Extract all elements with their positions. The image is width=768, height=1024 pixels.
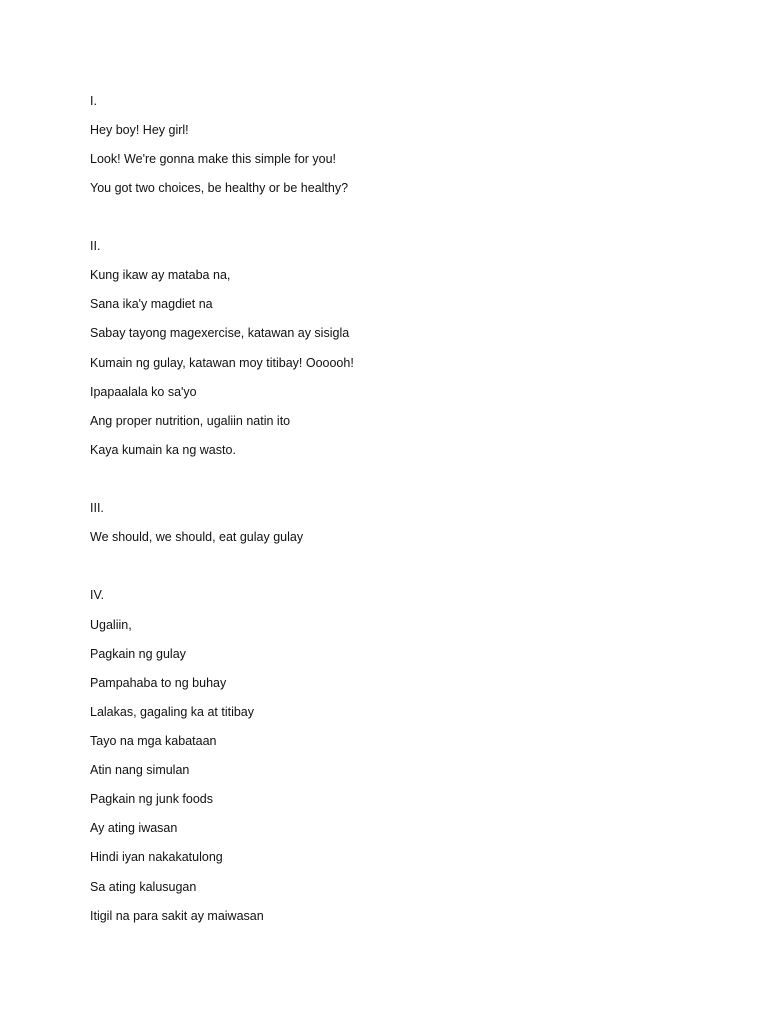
lyric-line: Sa ating kalusugan xyxy=(90,880,197,894)
lyric-line: Kung ikaw ay mataba na, xyxy=(90,268,231,282)
section-heading-4: IV. xyxy=(90,588,105,602)
lyric-line: Ugaliin, xyxy=(90,618,132,632)
lyric-line: Kumain ng gulay, katawan moy titibay! Oooooh! xyxy=(90,356,354,370)
lyric-line: Kaya kumain ka ng wasto. xyxy=(90,443,236,457)
lyric-line: Hey boy! Hey girl! xyxy=(90,123,189,137)
lyric-line: Pampahaba to ng buhay xyxy=(90,676,227,690)
lyric-line: Sabay tayong magexercise, katawan ay sisigla xyxy=(90,326,350,340)
lyric-line: Tayo na mga kabataan xyxy=(90,734,217,748)
lyric-line: Lalakas, gagaling ka at titibay xyxy=(90,705,254,719)
section-heading-2: II. xyxy=(90,239,101,253)
lyric-line: Ipapaalala ko sa'yo xyxy=(90,385,197,399)
lyric-line: Sana ika'y magdiet na xyxy=(90,297,213,311)
lyric-line: Atin nang simulan xyxy=(90,763,190,777)
lyric-line: Pagkain ng gulay xyxy=(90,647,186,661)
lyric-line: We should, we should, eat gulay gulay xyxy=(90,530,304,544)
lyric-line: Pagkain ng junk foods xyxy=(90,792,214,806)
section-heading-3: III. xyxy=(90,501,104,515)
lyric-line: Hindi iyan nakakatulong xyxy=(90,850,223,864)
lyric-line: Ay ating iwasan xyxy=(90,821,178,835)
lyric-line: You got two choices, be healthy or be healthy? xyxy=(90,181,349,195)
lyric-line: Look! We're gonna make this simple for you! xyxy=(90,152,337,166)
lyric-line: Ang proper nutrition, ugaliin natin ito xyxy=(90,414,291,428)
section-heading-1: I. xyxy=(90,94,97,108)
lyric-line: Itigil na para sakit ay maiwasan xyxy=(90,909,264,923)
